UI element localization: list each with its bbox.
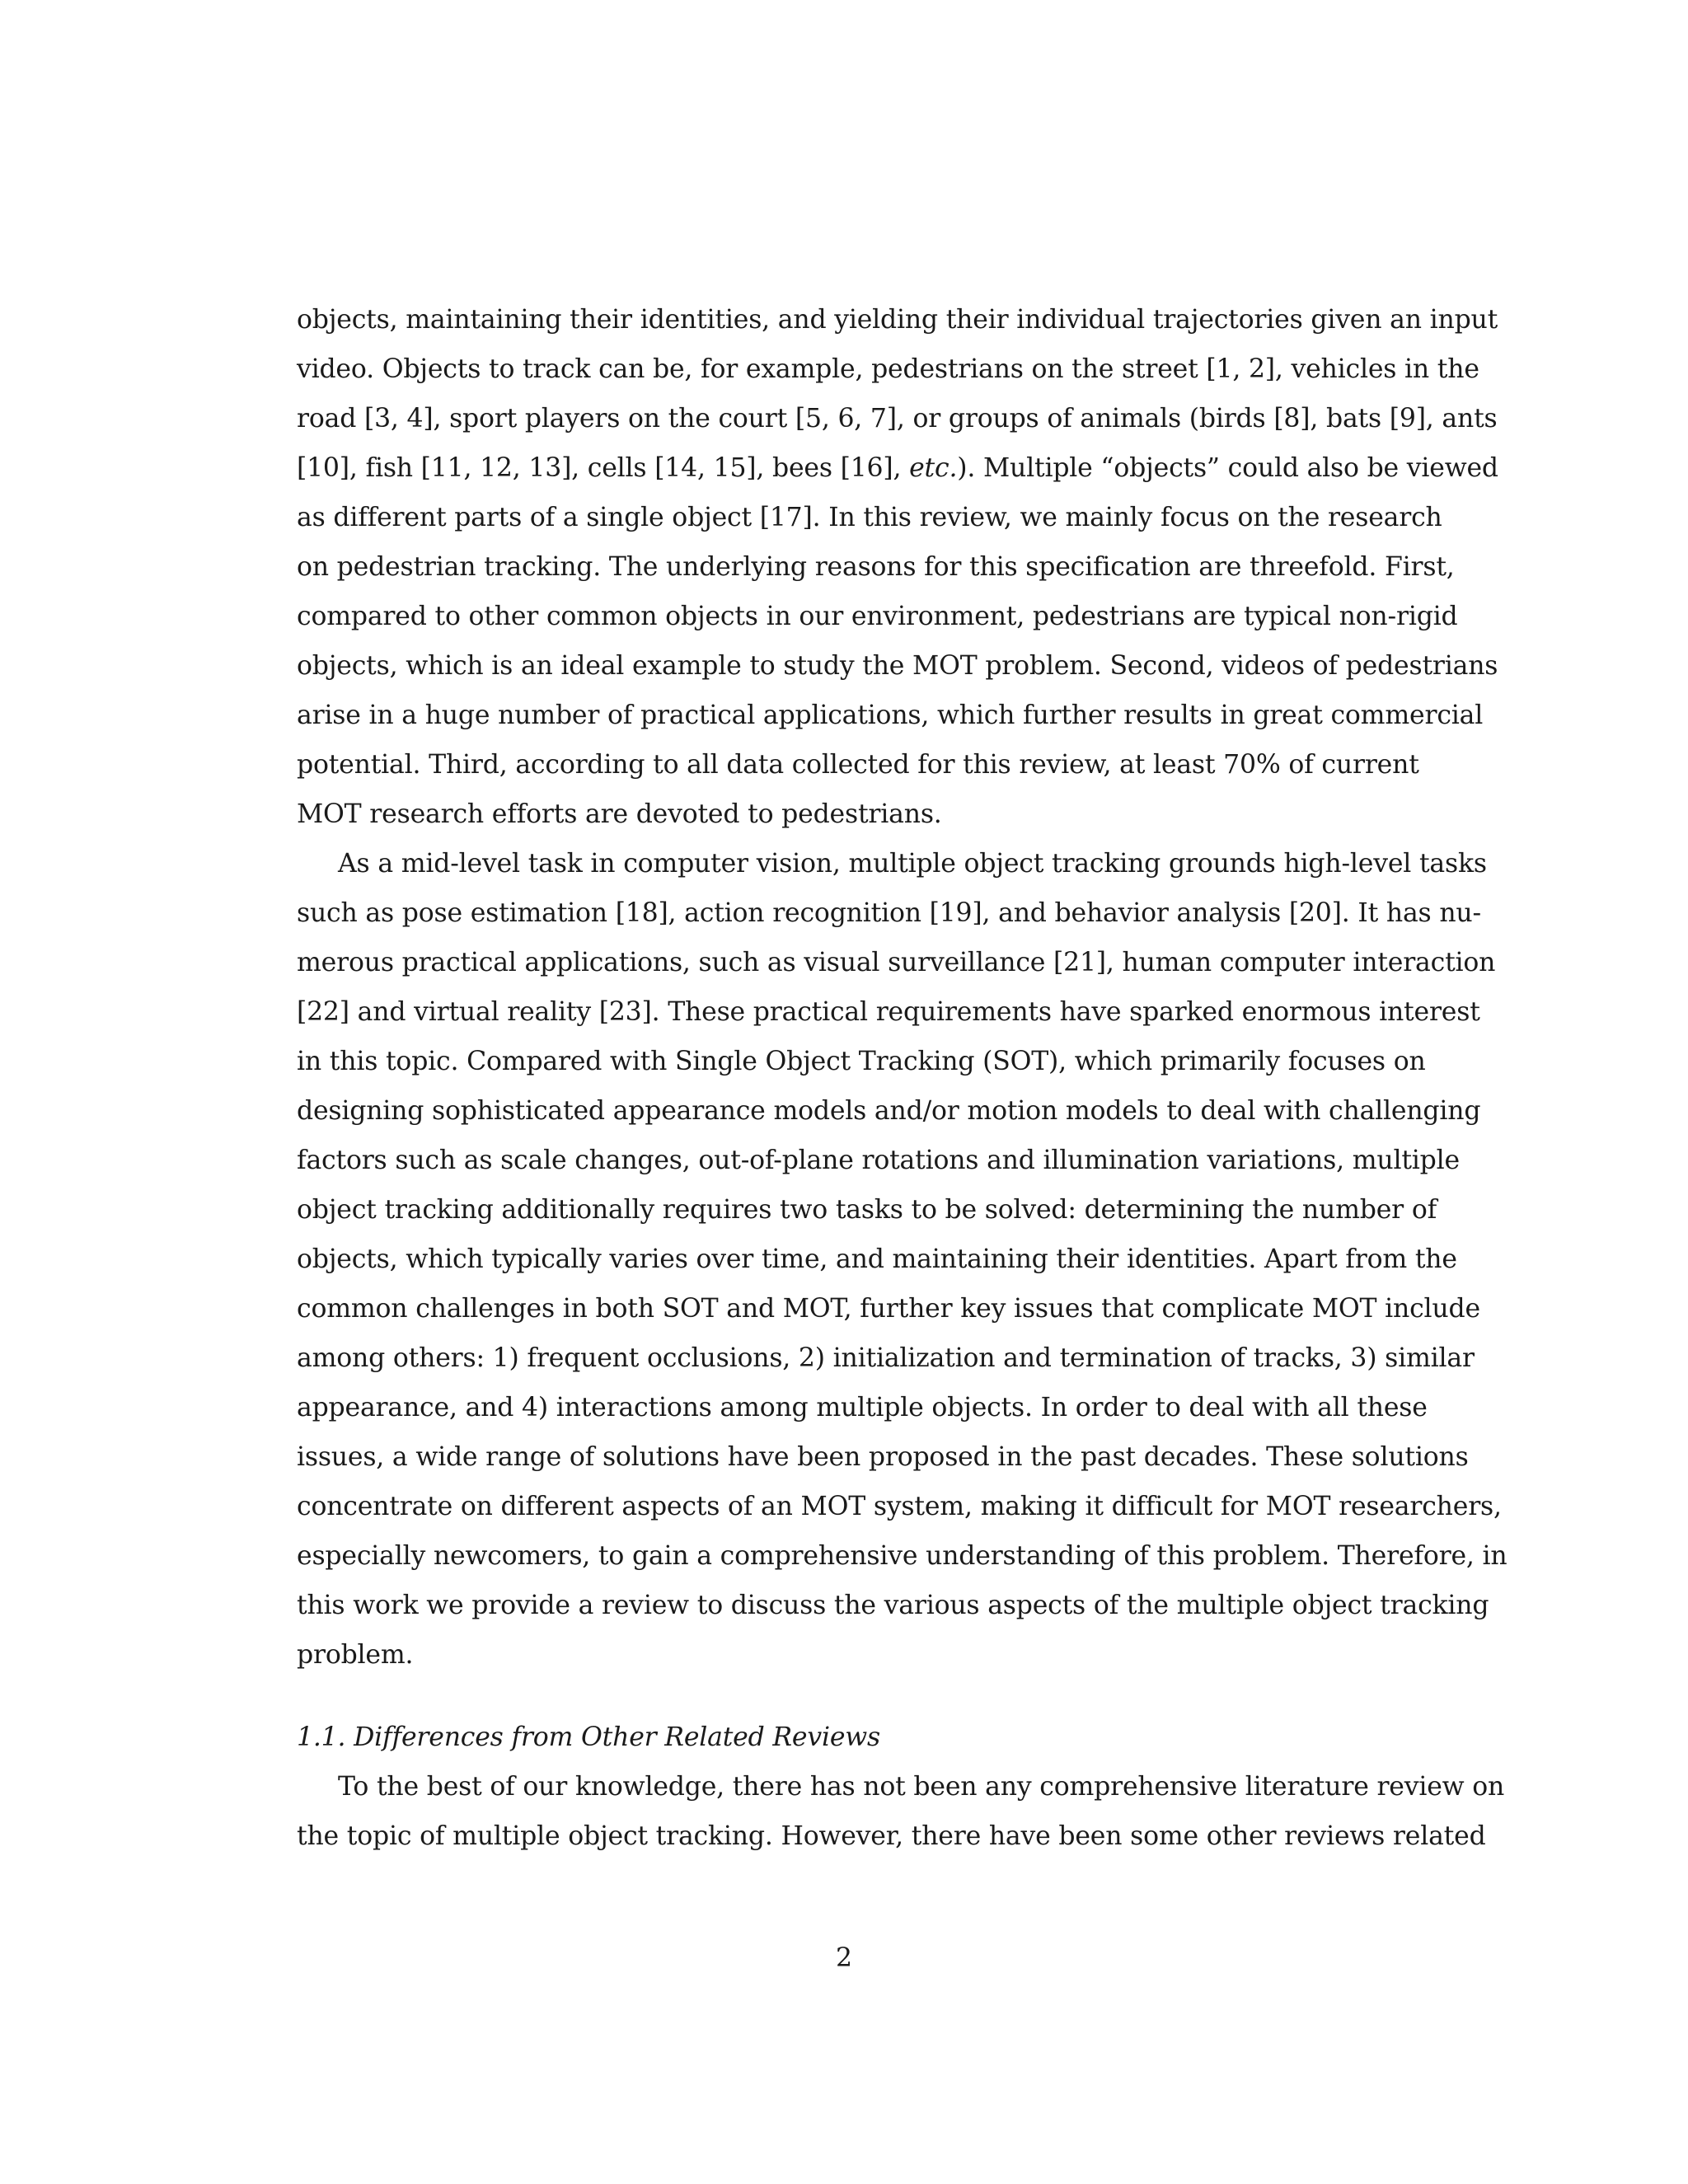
text-line: [22] and virtual reality [23]. These practical requirements have sparked enormous interest xyxy=(297,997,1480,1027)
body-text xyxy=(297,295,1507,1861)
paragraph-2 xyxy=(297,839,1507,1680)
text-line: such as pose estimation [18], action recognition [19], and behavior analysis [20]. It has nu- xyxy=(297,898,1481,928)
text-line: MOT research efforts are devoted to pedestrians. xyxy=(297,799,942,829)
text-span: [10], fish [11, 12, 13], cells [14, 15], bees [16], xyxy=(297,453,910,483)
text-line: arise in a huge number of practical applications, which further results in great commercial xyxy=(297,701,1484,730)
text-line: this work we provide a review to discuss the various aspects of the multiple object tracking xyxy=(297,1591,1489,1620)
text-line: objects, which is an ideal example to study the MOT problem. Second, videos of pedestrians xyxy=(297,651,1498,681)
text-line: on pedestrian tracking. The underlying reasons for this specification are threefold. First, xyxy=(297,552,1455,582)
text-line: video. Objects to track can be, for example, pedestrians on the street [1, 2], vehicles in the xyxy=(297,354,1479,384)
text-line: as different parts of a single object [17]. In this review, we mainly focus on the research xyxy=(297,503,1442,532)
section-heading: 1.1. Differences from Other Related Reviews xyxy=(297,1722,880,1752)
text-line: especially newcomers, to gain a comprehensive understanding of this problem. Therefore, in xyxy=(297,1541,1507,1571)
text-line: designing sophisticated appearance models and/or motion models to deal with challenging xyxy=(297,1096,1481,1126)
text-line: compared to other common objects in our environment, pedestrians are typical non-rigid xyxy=(297,602,1458,631)
page-number: 2 xyxy=(835,1943,853,1973)
text-line: concentrate on different aspects of an MOT system, making it difficult for MOT researchers, xyxy=(297,1492,1502,1521)
text-line: problem. xyxy=(297,1640,414,1670)
text-line: among others: 1) frequent occlusions, 2) initialization and termination of tracks, 3) similar xyxy=(297,1343,1475,1373)
text-line: To the best of our knowledge, there has not been any comprehensive literature review on xyxy=(338,1772,1505,1802)
text-line: common challenges in both SOT and MOT, further key issues that complicate MOT include xyxy=(297,1294,1480,1324)
text-line: merous practical applications, such as visual surveillance [21], human computer interaction xyxy=(297,948,1496,977)
section-spacer xyxy=(297,1680,1393,1713)
text-line: issues, a wide range of solutions have been proposed in the past decades. These solutions xyxy=(297,1442,1469,1472)
paragraph-3 xyxy=(297,1762,1505,1861)
text-line: the topic of multiple object tracking. However, there have been some other reviews related xyxy=(297,1821,1486,1851)
text-line: appearance, and 4) interactions among multiple objects. In order to deal with all these xyxy=(297,1393,1428,1422)
text-line: potential. Third, according to all data collected for this review, at least 70% of current xyxy=(297,750,1419,780)
emphasis-etc: etc. xyxy=(909,453,958,483)
text-line: objects, maintaining their identities, and yielding their individual trajectories given an input xyxy=(297,305,1498,335)
text-line xyxy=(297,443,1498,493)
text-line: road [3, 4], sport players on the court [5, 6, 7], or groups of animals (birds [8], bats [9], ants xyxy=(297,404,1498,434)
paragraph-1 xyxy=(297,295,1498,839)
text-line: in this topic. Compared with Single Object Tracking (SOT), which primarily focuses on xyxy=(297,1047,1426,1076)
text-line: As a mid-level task in computer vision, multiple object tracking grounds high-level tasks xyxy=(338,849,1487,879)
text-span: ). Multiple “objects” could also be viewed xyxy=(957,453,1498,483)
text-line: object tracking additionally requires two tasks to be solved: determining the number of xyxy=(297,1195,1437,1225)
text-line: objects, which typically varies over time, and maintaining their identities. Apart from the xyxy=(297,1244,1457,1274)
text-line: factors such as scale changes, out-of-plane rotations and illumination variations, multiple xyxy=(297,1146,1460,1175)
